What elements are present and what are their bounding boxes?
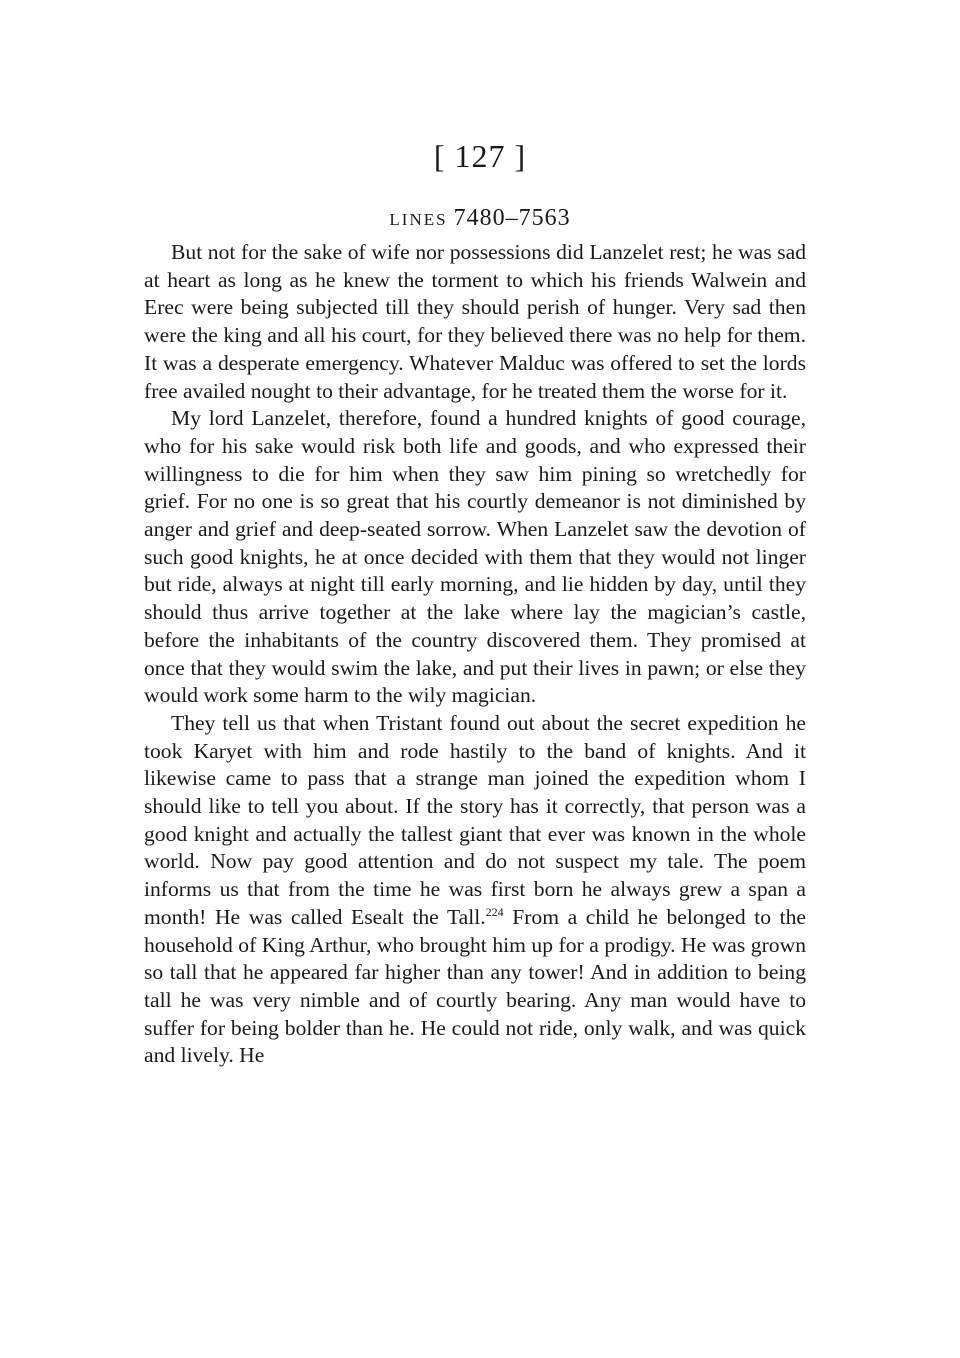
page-number: [ 127 ]	[433, 138, 527, 174]
section-heading-range: 7480–7563	[453, 205, 571, 231]
paragraph-3-part-2: From a child he belonged to the household of King Arthur, who brought him up for a prodigy. He was grown so tall that he appeared far higher than any tower! And in addition to being tall he was very nimble and of courtly bearing. Any man would have to suffer for being bolder than he. He could not ride, only walk, and was quick and lively. He	[144, 904, 806, 1068]
footnote-reference[interactable]: 224	[485, 904, 504, 919]
paragraph-3	[144, 710, 806, 1070]
body-text	[144, 239, 806, 1070]
paragraph-2: My lord Lanzelet, therefore, found a hundred knights of good courage, who for his sake would risk both life and goods, and who expressed their willingness to die for him when they saw him pining so wretchedly for grief. For no one is so great that his courtly demeanor is not diminished by anger and grief and deep-seated sorrow. When Lanzelet saw the devotion of such good knights, he at once decided with them that they would not linger but ride, always at night till early morning, and lie hidden by day, until they should thus arrive together at the lake where lay the magician’s castle, before the inhabitants of the country discovered them. They promised at once that they would swim the lake, and put their lives in pawn; or else they would work some harm to the wily magician.	[144, 406, 806, 708]
paragraph-3-part-1: They tell us that when Tristant found out about the secret expedition he took Karyet with him and rode hastily to the band of knights. And it likewise came to pass that a strange man joined the expedition whom I should like to tell you about. If the story has it correctly, that person was a good knight and actually the tallest giant that ever was known in the whole world. Now pay good attention and do not suspect my tale. The poem informs us that from the time he was first born he always grew a span a month! He was called Esealt the Tall.	[144, 710, 806, 929]
section-heading-label: LINES	[389, 210, 448, 229]
section-heading	[0, 205, 960, 232]
paragraph-1: But not for the sake of wife nor possessions did Lanzelet rest; he was sad at heart as long as he knew the torment to which his friends Walwein and Erec were being subjected till they should perish of hunger. Very sad then were the king and all his court, for they believed there was no help for them. It was a desperate emergency. Whatever Malduc was offered to set the lords free availed nought to their advantage, for he treated them the worse for it.	[144, 240, 806, 403]
